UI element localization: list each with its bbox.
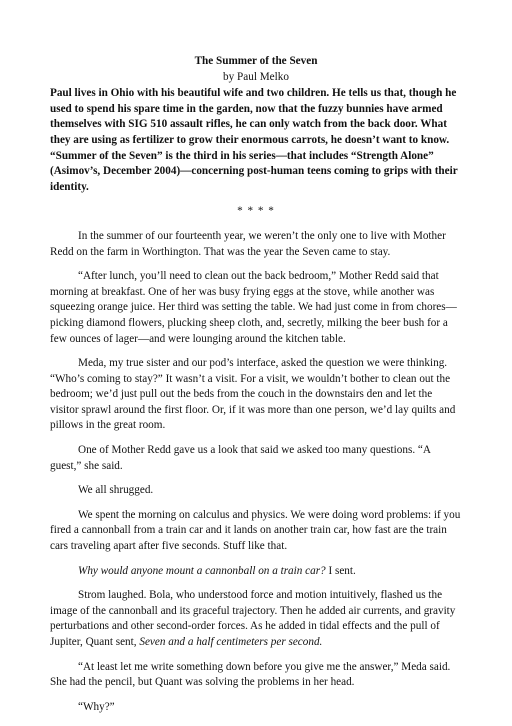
paragraph-8-lead: Strom laughed. Bola, who understood force and motion intuitively, flashed us the image of the cannonball and its graceful trajectory. Then he added air currents, and gravity perturbations and other second-order forces. As he added in tidal effects and the pull of Jupiter, Quant sent,: [50, 589, 456, 648]
paragraph-8-italic: Seven and a half centimeters per second.: [139, 636, 323, 648]
story-title: The Summer of the Seven: [194, 55, 318, 67]
paragraph-9: “At least let me write something down before you give me the answer,” Meda said. She had the pencil, but Quant was solving the problems in her head.: [50, 660, 451, 689]
paragraph-7-rest: I sent.: [325, 564, 356, 577]
author-intro: Paul lives in Ohio with his beautiful wife and two children. He tells us that, though he used to spend his spare time in the garden, now that the fuzzy bunnies have armed themselves with SIG 510 assault rifles, he can only watch from the back door. What they are using as fertilizer to grow their enormous carrots, he doesn’t want to know. “Summer of the Seven” is the third in his series—that includes “Strength Alone” (Asimov’s, December 2004)—concerning post-human teens coming to grips with their identity.: [50, 87, 458, 193]
paragraph-2: “After lunch, you’ll need to clean out the back bedroom,” Mother Redd said that morning at breakfast. One of her was busy frying eggs at the stove, while another was squeezing orange juice. Her third was setting the table. We had just come in from chores—picking diamond flowers, plucking sheep cloth, and, secretly, milking the beer bush for a few ounces of lager—and were lounging around the kitchen table.: [50, 270, 457, 345]
document-page: [50, 54, 462, 715]
story-byline: by Paul Melko: [223, 70, 289, 83]
paragraph-5: We all shrugged.: [78, 484, 154, 497]
paragraph-1: In the summer of our fourteenth year, we weren’t the only one to live with Mother Redd on the farm in Worthington. That was the year the Seven came to stay.: [50, 229, 446, 258]
paragraph-6: We spent the morning on calculus and physics. We were doing word problems: if you fired a cannonball from a train car and it lands on another train car, how fast are the train cars traveling apart after five seconds. Stuff like that.: [50, 508, 461, 553]
paragraph-7: [50, 564, 462, 580]
paragraph-3: Meda, my true sister and our pod’s interface, asked the question we were thinking. “Who’s coming to stay?” It wasn’t a visit. For a visit, we wouldn’t bother to clean out the bedroom; we’d just pull out the beds from the couch in the downstairs den and let the visitor sprawl around the first floor. Or, if it was more than one person, we’d lay quilts and pillows in the great room.: [50, 357, 456, 432]
paragraph-10: “Why?”: [78, 700, 115, 713]
section-separator: * * * *: [237, 205, 275, 218]
paragraph-8: [50, 588, 462, 650]
paragraph-4: One of Mother Redd gave us a look that said we asked too many questions. “A guest,” she said.: [50, 444, 431, 472]
paragraph-7-italic: Why would anyone mount a cannonball on a train car?: [78, 564, 326, 577]
